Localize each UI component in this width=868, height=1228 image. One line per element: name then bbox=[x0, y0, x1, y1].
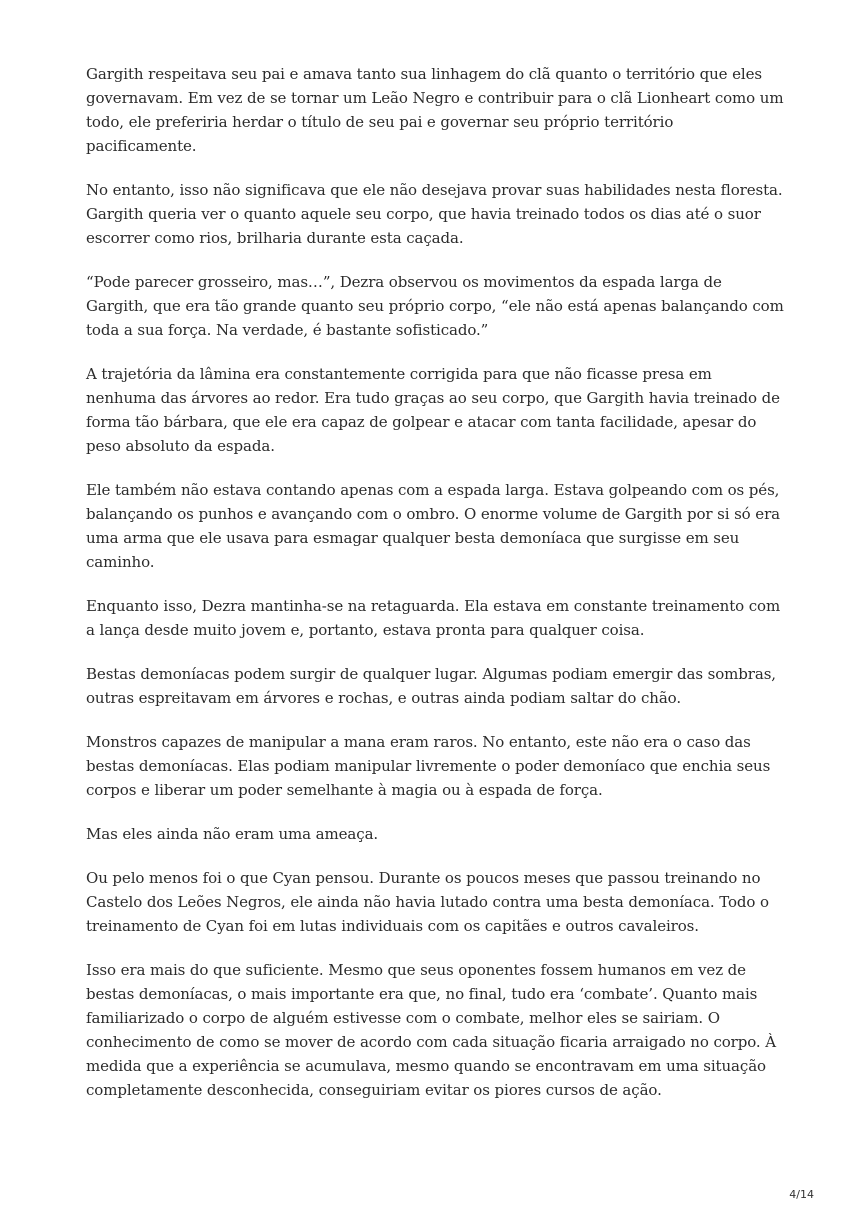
paragraph-2: No entanto, isso não significava que ele não desejava provar suas habilidades nesta floresta. Gargith queria ver o quanto aquele seu corpo, que havia treinado todos os dias até o suor escorrer como rios, brilharia durante esta caçada. bbox=[86, 181, 783, 247]
document-body bbox=[86, 62, 786, 1122]
paragraph-6: Enquanto isso, Dezra mantinha-se na retaguarda. Ela estava em constante treinamento com a lança desde muito jovem e, portanto, estava pronta para qualquer coisa. bbox=[86, 597, 781, 639]
paragraph-5: Ele também não estava contando apenas com a espada larga. Estava golpeando com os pés, balançando os punhos e avançando com o ombro. O enorme volume de Gargith por si só era uma arma que ele usava para esmagar qualquer besta demoníaca que surgisse em seu caminho. bbox=[86, 481, 780, 571]
paragraph-7: Bestas demoníacas podem surgir de qualquer lugar. Algumas podiam emergir das sombras, outras espreitavam em árvores e rochas, e outras ainda podiam saltar do chão. bbox=[86, 665, 776, 707]
paragraph-8: Monstros capazes de manipular a mana eram raros. No entanto, este não era o caso das bestas demoníacas. Elas podiam manipular livremente o poder demoníaco que enchia seus corpos e liberar um poder semelhante à magia ou à espada de força. bbox=[86, 733, 771, 799]
paragraph-1: Gargith respeitava seu pai e amava tanto sua linhagem do clã quanto o território que eles governavam. Em vez de se tornar um Leão Negro e contribuir para o clã Lionheart como um todo, ele preferiria herdar o título de seu pai e governar seu próprio território pacificamente. bbox=[86, 65, 784, 155]
paragraph-9: Mas eles ainda não eram uma ameaça. bbox=[86, 825, 379, 843]
paragraph-3: “Pode parecer grosseiro, mas…”, Dezra observou os movimentos da espada larga de Gargith, que era tão grande quanto seu próprio corpo, “ele não está apenas balançando com toda a sua força. Na verdade, é bastante sofisticado.” bbox=[86, 273, 784, 339]
paragraph-11: Isso era mais do que suficiente. Mesmo que seus oponentes fossem humanos em vez de bestas demoníacas, o mais importante era que, no final, tudo era ‘combate’. Quanto mais familiarizado o corpo de alguém estivesse com o combate, melhor eles se sairiam. O conhecimento de como se mover de acordo com cada situação ficaria arraigado no corpo. À medida que a experiência se acumulava, mesmo quando se encontravam em uma situação completamente desconhecida, conseguiriam evitar os piores cursos de ação. bbox=[86, 961, 776, 1099]
page-number: 4/14 bbox=[789, 1188, 814, 1201]
paragraph-4: A trajetória da lâmina era constantemente corrigida para que não ficasse presa em nenhuma das árvores ao redor. Era tudo graças ao seu corpo, que Gargith havia treinado de forma tão bárbara, que ele era capaz de golpear e atacar com tanta facilidade, apesar do peso absoluto da espada. bbox=[86, 365, 780, 455]
paragraph-10: Ou pelo menos foi o que Cyan pensou. Durante os poucos meses que passou treinando no Castelo dos Leões Negros, ele ainda não havia lutado contra uma besta demoníaca. Todo o treinamento de Cyan foi em lutas individuais com os capitães e outros cavaleiros. bbox=[86, 869, 769, 935]
